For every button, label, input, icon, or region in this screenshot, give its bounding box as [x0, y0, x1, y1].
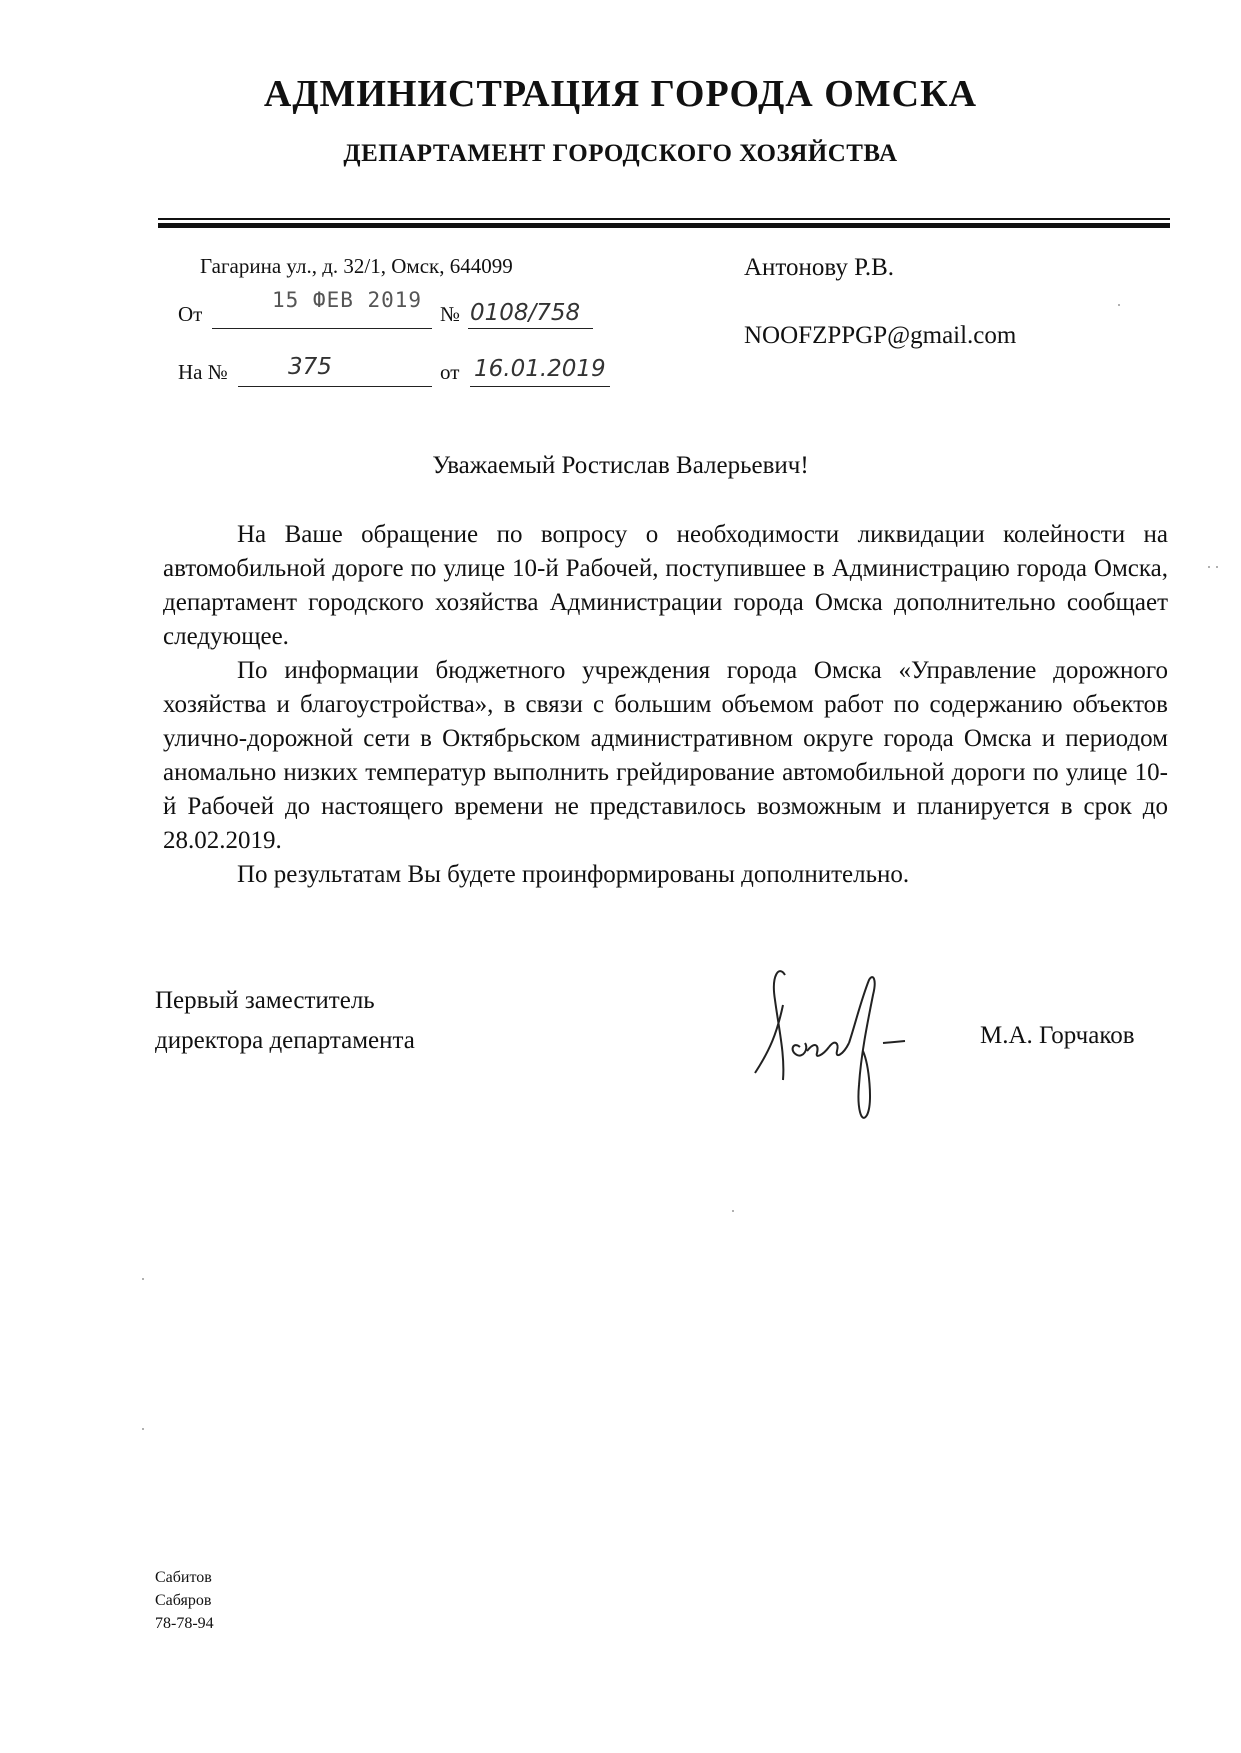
reply-date-label: от — [440, 360, 460, 384]
executor-info — [155, 1566, 214, 1635]
body-paragraph: По информации бюджетного учреждения города Омска «Управление дорожного хозяйства и благоустройства», в связи с большим объемом работ по содержанию объектов улично-дорожной сети в Октябрьском административном округе города Омска и периодом аномально низких температур выполнить грейдирование автомобильной дороги по улице 10-й Рабочей до настоящего времени не представилось возможным и планируется в срок до 28.02.2019. — [163, 657, 1168, 854]
letterhead-divider-thin — [158, 218, 1170, 220]
sender-address: Гагарина ул., д. 32/1, Омск, 644099 — [200, 254, 513, 278]
from-label: От — [178, 302, 203, 326]
from-date-line — [212, 328, 432, 329]
number-label: № — [440, 302, 461, 326]
signatory-title-line: Первый заместитель — [155, 987, 375, 1014]
recipient-email: NOOFZPPGP@gmail.com — [744, 322, 1017, 349]
scan-speck — [1216, 566, 1218, 568]
reply-to-date: 16.01.2019 — [474, 356, 606, 382]
scan-speck — [732, 1210, 734, 1212]
reply-date-line — [470, 386, 610, 387]
outgoing-number: 0108/758 — [470, 300, 581, 326]
scan-speck — [142, 1278, 144, 1280]
body-paragraph: По результатам Вы будете проинформированы дополнительно. — [237, 861, 910, 888]
executor-phone: 78-78-94 — [155, 1615, 214, 1632]
organization-title: АДМИНИСТРАЦИЯ ГОРОДА ОМСКА — [263, 73, 978, 115]
department-title: ДЕПАРТАМЕНТ ГОРОДСКОГО ХОЗЯЙСТВА — [343, 140, 898, 167]
scan-speck — [1208, 566, 1210, 568]
reply-number-line — [238, 386, 432, 387]
body-paragraph: На Ваше обращение по вопросу о необходимости ликвидации колейности на автомобильной дороге по улице 10-й Рабочей, поступившее в Администрацию города Омска, департамент городского хозяйства Администрации города Омска дополнительно сообщает следующее. — [163, 521, 1168, 650]
signatory-name: М.А. Горчаков — [980, 1022, 1135, 1049]
handwritten-signature — [745, 955, 925, 1130]
scan-speck — [142, 1428, 144, 1430]
scan-speck — [1118, 304, 1120, 306]
number-line — [468, 328, 593, 329]
signatory-title — [155, 981, 415, 1061]
reply-to-label: На № — [178, 360, 228, 384]
salutation: Уважаемый Ростислав Валерьевич! — [432, 452, 809, 479]
recipient-name: Антонову Р.В. — [744, 254, 895, 281]
from-date-stamp: 15 ФЕВ 2019 — [272, 288, 423, 312]
letter-body — [163, 518, 1168, 892]
signatory-title-line: директора департамента — [155, 1027, 415, 1054]
executor-name: Сабитов — [155, 1569, 212, 1586]
executor-name: Сабяров — [155, 1592, 212, 1609]
reply-to-number: 375 — [288, 354, 332, 380]
letterhead-divider-thick — [158, 223, 1170, 228]
